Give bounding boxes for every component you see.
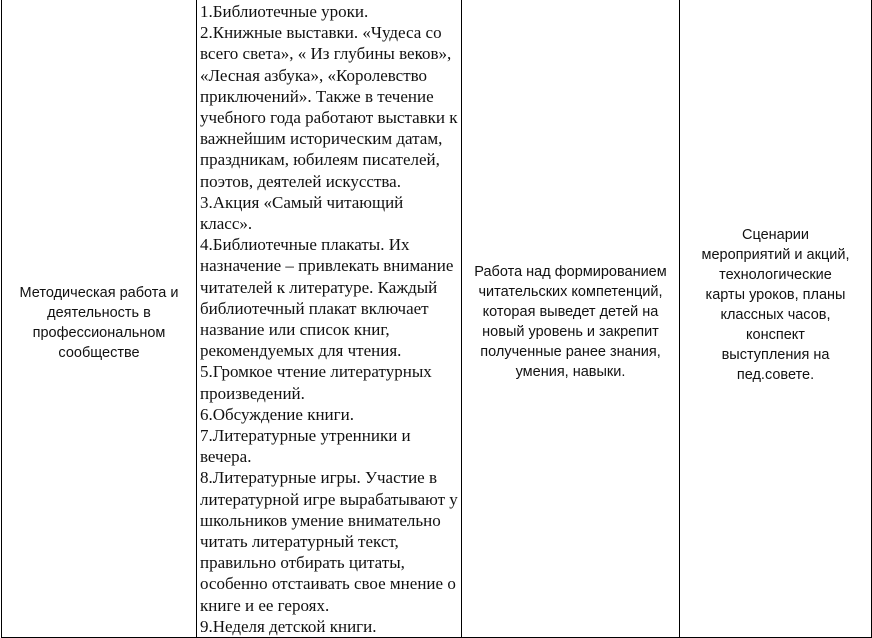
list-item: 3.Акция «Самый читающий класс».: [200, 192, 404, 234]
list-item: 7.Литературные утренники и вечера.: [200, 426, 411, 467]
list-item: 5.Громкое чтение литературных произведений.: [200, 362, 432, 403]
goals-text: Работа над формированием читательских компетенций, которая выведет детей на новый уровень и закрепит полученные ранее знания, умения, навыки.: [474, 264, 667, 381]
outputs-line: карты уроков, планы: [705, 287, 846, 304]
outputs-line: пед.совете.: [736, 367, 815, 384]
table-row: [2, 0, 872, 638]
list-item: 9.Неделя детской книги.: [200, 616, 377, 636]
outputs-line: Сценарии: [741, 227, 809, 244]
list-item: 2.Книжные выставки. «Чудеса со всего света», « Из глубины веков», «Лесная азбука», «Королевство приключений». Также в течение учебного года работают выставки к важнейшим историческим датам, праздникам, юбилеям писателей, поэтов, деятелей искусства.: [200, 23, 458, 191]
outputs-line: выступления на: [721, 347, 830, 364]
outputs-line: мероприятий и акций,: [701, 247, 850, 264]
cell-outputs: [680, 0, 872, 638]
cell-activity-area: [2, 0, 197, 638]
plan-table: [1, 0, 872, 638]
activity-area-text: Методическая работа и деятельность в профессиональном сообществе: [19, 285, 179, 362]
cell-goals: [462, 0, 680, 638]
list-item: 8.Литературные игры. Участие в литературной игре вырабатывают у школьников умение внимательно читать литературный текст, правильно отбирать цитаты, особенно отстаивать свое мнение о книге и ее героях.: [200, 468, 458, 615]
cell-activities-list: [197, 0, 462, 638]
outputs-line: классных часов,: [720, 307, 831, 324]
list-item: 6.Обсуждение книги.: [200, 404, 354, 424]
list-item: 4.Библиотечные плакаты. Их назначение – привлекать внимание читателей к литературе. Каждый библиотечный плакат включает название или список книг, рекомендуемых для чтения.: [200, 235, 454, 361]
outputs-line: технологические: [719, 267, 832, 284]
outputs-text: [680, 225, 871, 385]
list-item: 1.Библиотечные уроки.: [200, 2, 369, 21]
outputs-line: конспект: [746, 327, 805, 344]
